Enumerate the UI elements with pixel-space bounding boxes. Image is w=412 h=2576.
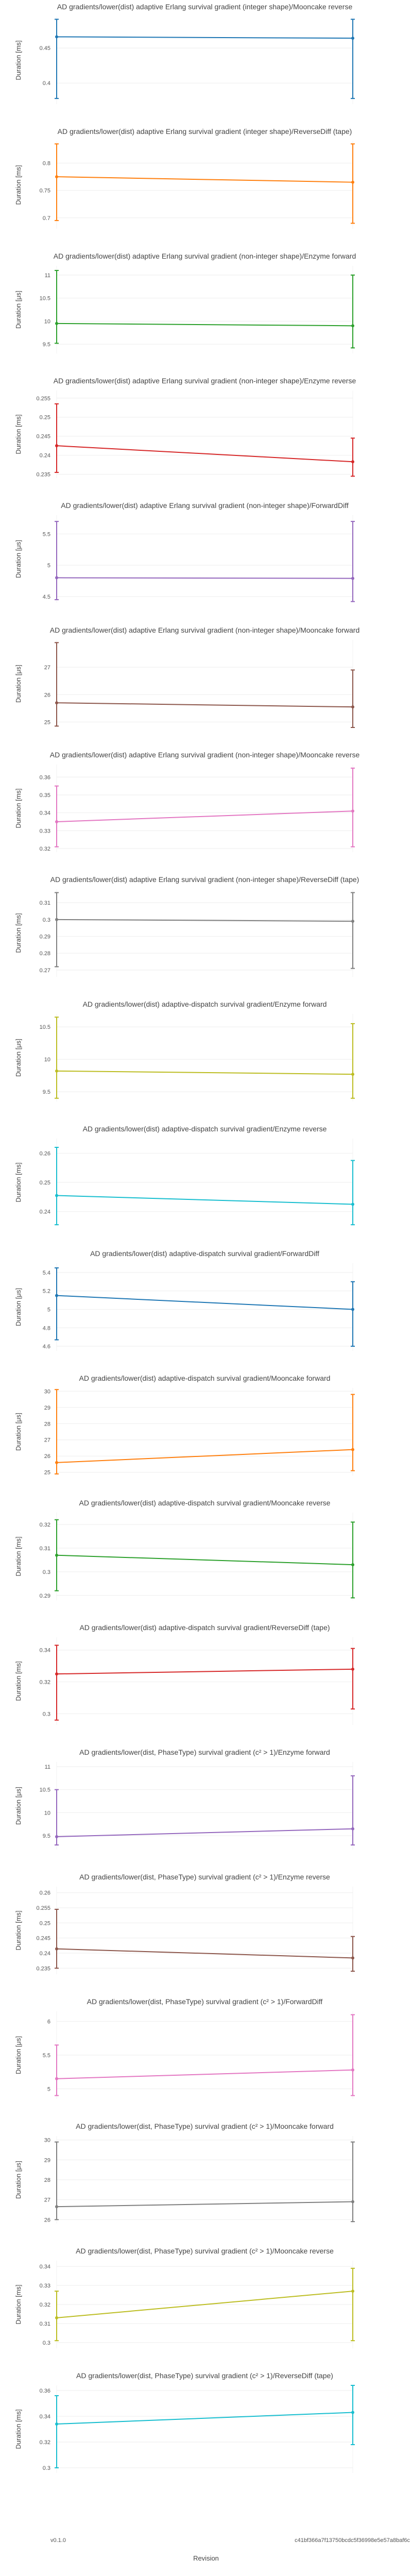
x-tick-label-first: v0.1.0 xyxy=(50,2537,66,2544)
y-tick-label: 5.5 xyxy=(42,531,50,538)
y-tick-label: 28 xyxy=(44,1421,50,1428)
y-tick-label: 0.32 xyxy=(39,2302,50,2308)
y-tick-label: 0.28 xyxy=(39,951,50,957)
y-axis-label: Duration [μs] xyxy=(14,291,22,329)
data-point xyxy=(351,2069,354,2072)
y-tick-label: 0.33 xyxy=(39,828,50,835)
data-point xyxy=(351,1203,354,1206)
y-tick-label: 0.25 xyxy=(39,1920,50,1927)
data-point xyxy=(351,2200,354,2204)
chart-title: AD gradients/lower(dist) adaptive Erlang survival gradient (non-integer shape)/Mooncake forward xyxy=(49,626,360,634)
series-line xyxy=(57,1949,353,1958)
y-tick-label: 0.26 xyxy=(39,1150,50,1157)
y-tick-label: 0.7 xyxy=(42,215,50,222)
y-axis-label: Duration [μs] xyxy=(14,540,22,578)
data-point xyxy=(55,2205,58,2208)
data-point xyxy=(351,460,354,463)
y-tick-label: 9.5 xyxy=(42,1833,50,1840)
data-point xyxy=(351,705,354,708)
data-point xyxy=(351,809,354,812)
y-axis-label: Duration [μs] xyxy=(14,1787,22,1825)
data-point xyxy=(55,701,58,704)
series-line xyxy=(57,37,353,38)
y-tick-label: 0.25 xyxy=(39,414,50,421)
data-point xyxy=(55,1554,58,1557)
y-tick-label: 4.6 xyxy=(42,1344,50,1350)
y-tick-label: 0.3 xyxy=(42,1711,50,1718)
y-axis-label: Duration [ms] xyxy=(14,1910,22,1951)
y-tick-label: 29 xyxy=(44,2157,50,2164)
y-tick-label: 0.24 xyxy=(39,1950,50,1957)
y-tick-label: 0.45 xyxy=(39,45,50,52)
y-axis-label: Duration [ms] xyxy=(14,414,22,454)
y-tick-label: 0.25 xyxy=(39,1180,50,1186)
y-tick-label: 0.36 xyxy=(39,2388,50,2394)
data-point xyxy=(55,35,58,38)
y-tick-label: 5 xyxy=(47,2086,50,2093)
chart-title: AD gradients/lower(dist) adaptive Erlang survival gradient (non-integer shape)/Enzyme forward xyxy=(53,252,356,260)
y-tick-label: 5.4 xyxy=(42,1269,50,1276)
y-axis-label: Duration [μs] xyxy=(14,2161,22,2199)
data-point xyxy=(55,1672,58,1675)
y-axis-label: Duration [ms] xyxy=(14,1661,22,1701)
y-tick-label: 0.4 xyxy=(42,80,50,87)
data-point xyxy=(55,820,58,823)
y-tick-label: 0.3 xyxy=(42,2340,50,2346)
y-tick-label: 9.5 xyxy=(42,1089,50,1096)
y-tick-label: 10.5 xyxy=(39,295,50,302)
series-line xyxy=(57,1669,353,1674)
y-tick-label: 0.34 xyxy=(39,2264,50,2270)
series-line xyxy=(57,2413,353,2425)
chart-title: AD gradients/lower(dist, PhaseType) survival gradient (c² > 1)/ReverseDiff (tape) xyxy=(76,2371,333,2380)
y-tick-label: 0.29 xyxy=(39,1592,50,1599)
y-tick-label: 5 xyxy=(47,563,50,569)
data-point xyxy=(55,918,58,921)
y-axis-label: Duration [μs] xyxy=(14,2036,22,2074)
y-tick-label: 0.235 xyxy=(36,1965,50,1972)
series-line xyxy=(57,324,353,326)
y-axis-label: Duration [μs] xyxy=(14,665,22,703)
y-tick-label: 29 xyxy=(44,1404,50,1411)
data-point xyxy=(55,1947,58,1951)
data-point xyxy=(351,37,354,40)
y-tick-label: 0.33 xyxy=(39,2283,50,2290)
y-tick-label: 28 xyxy=(44,2177,50,2183)
series-line xyxy=(57,1071,353,1074)
chart-title: AD gradients/lower(dist) adaptive Erlang survival gradient (non-integer shape)/ForwardDiff xyxy=(61,501,349,510)
chart-title: AD gradients/lower(dist) adaptive Erlang survival gradient (integer shape)/Mooncake reverse xyxy=(57,3,353,11)
y-tick-label: 0.255 xyxy=(36,1905,50,1912)
y-tick-label: 0.32 xyxy=(39,846,50,853)
data-point xyxy=(55,444,58,447)
chart-title: AD gradients/lower(dist) adaptive-dispatch survival gradient/ForwardDiff xyxy=(90,1249,319,1258)
y-tick-label: 10.5 xyxy=(39,1024,50,1031)
data-point xyxy=(55,322,58,325)
data-point xyxy=(351,1073,354,1076)
y-tick-label: 9.5 xyxy=(42,342,50,348)
y-tick-label: 0.36 xyxy=(39,774,50,781)
y-axis-label: Duration [ms] xyxy=(14,2409,22,2449)
y-tick-label: 4.5 xyxy=(42,594,50,600)
data-point xyxy=(55,1194,58,1197)
y-tick-label: 10.5 xyxy=(39,1787,50,1793)
y-axis-label: Duration [ms] xyxy=(14,2284,22,2325)
y-tick-label: 6 xyxy=(47,2019,50,2025)
series-line xyxy=(57,1555,353,1565)
data-point xyxy=(351,1668,354,1671)
series-line xyxy=(57,1196,353,1205)
y-axis-label: Duration [μs] xyxy=(14,1039,22,1077)
data-point xyxy=(55,2422,58,2426)
y-tick-label: 27 xyxy=(44,665,50,671)
y-tick-label: 0.245 xyxy=(36,1935,50,1942)
y-tick-label: 0.32 xyxy=(39,1679,50,1686)
y-tick-label: 5.5 xyxy=(42,2053,50,2059)
y-tick-label: 26 xyxy=(44,1453,50,1460)
y-axis-label: Duration [ms] xyxy=(14,1536,22,1577)
series-line xyxy=(57,703,353,707)
y-tick-label: 4.8 xyxy=(42,1325,50,1332)
chart-title: AD gradients/lower(dist) adaptive-dispatch survival gradient/Mooncake reverse xyxy=(79,1499,331,1507)
data-point xyxy=(55,1461,58,1464)
y-tick-label: 11 xyxy=(44,272,50,279)
y-tick-label: 0.35 xyxy=(39,792,50,799)
y-tick-label: 10 xyxy=(44,1057,50,1063)
y-tick-label: 0.34 xyxy=(39,1647,50,1654)
data-point xyxy=(351,181,354,184)
chart-title: AD gradients/lower(dist, PhaseType) survival gradient (c² > 1)/Mooncake forward xyxy=(76,2122,334,2130)
y-axis-label: Duration [ms] xyxy=(14,40,22,80)
y-tick-label: 26 xyxy=(44,2217,50,2224)
x-axis-label: Revision xyxy=(193,2554,219,2562)
y-tick-label: 0.26 xyxy=(39,1890,50,1896)
chart-title: AD gradients/lower(dist) adaptive-dispatch survival gradient/Enzyme reverse xyxy=(82,1125,327,1133)
data-point xyxy=(351,2290,354,2293)
y-axis-label: Duration [μs] xyxy=(14,1413,22,1451)
y-tick-label: 27 xyxy=(44,2197,50,2204)
y-tick-label: 25 xyxy=(44,1469,50,1476)
y-tick-label: 25 xyxy=(44,719,50,726)
series-line xyxy=(57,2202,353,2207)
chart-title: AD gradients/lower(dist, PhaseType) survival gradient (c² > 1)/Mooncake reverse xyxy=(76,2247,334,2255)
chart-title: AD gradients/lower(dist) adaptive-dispatch survival gradient/Enzyme forward xyxy=(82,1000,327,1008)
y-axis-label: Duration [ms] xyxy=(14,165,22,205)
y-tick-label: 26 xyxy=(44,692,50,699)
chart-title: AD gradients/lower(dist) adaptive-dispatch survival gradient/ReverseDiff (tape) xyxy=(79,1623,330,1632)
y-tick-label: 0.255 xyxy=(36,395,50,402)
data-point xyxy=(55,2316,58,2319)
chart-title: AD gradients/lower(dist) adaptive Erlang survival gradient (non-integer shape)/Enzyme reverse xyxy=(53,377,356,385)
data-point xyxy=(351,1827,354,1831)
series-line xyxy=(57,177,353,182)
y-tick-label: 0.29 xyxy=(39,934,50,940)
y-tick-label: 30 xyxy=(44,2137,50,2144)
chart-title: AD gradients/lower(dist, PhaseType) survival gradient (c² > 1)/Enzyme forward xyxy=(79,1748,330,1756)
data-point xyxy=(55,1294,58,1297)
y-tick-label: 10 xyxy=(44,1810,50,1817)
y-axis-label: Duration [μs] xyxy=(14,1288,22,1326)
y-tick-label: 11 xyxy=(44,1764,50,1770)
y-tick-label: 0.8 xyxy=(42,160,50,167)
y-tick-label: 0.32 xyxy=(39,1521,50,1528)
y-axis-label: Duration [ms] xyxy=(14,913,22,953)
chart-title: AD gradients/lower(dist) adaptive Erlang survival gradient (non-integer shape)/Mooncake reverse xyxy=(49,751,360,759)
data-point xyxy=(351,577,354,580)
data-point xyxy=(351,920,354,923)
y-tick-label: 0.235 xyxy=(36,471,50,478)
y-tick-label: 0.3 xyxy=(42,917,50,923)
chart-title: AD gradients/lower(dist) adaptive-dispatch survival gradient/Mooncake forward xyxy=(79,1374,331,1382)
data-point xyxy=(351,2411,354,2414)
data-point xyxy=(55,2077,58,2080)
y-tick-label: 10 xyxy=(44,318,50,325)
y-tick-label: 0.31 xyxy=(39,1545,50,1552)
data-point xyxy=(351,1956,354,1959)
y-tick-label: 0.34 xyxy=(39,810,50,817)
data-point xyxy=(55,1835,58,1838)
y-tick-label: 0.24 xyxy=(39,452,50,459)
y-tick-label: 0.32 xyxy=(39,2439,50,2446)
y-tick-label: 0.31 xyxy=(39,2320,50,2327)
y-tick-label: 0.3 xyxy=(42,2465,50,2471)
y-tick-label: 27 xyxy=(44,1437,50,1444)
y-tick-label: 0.24 xyxy=(39,1209,50,1215)
series-line xyxy=(57,446,353,462)
y-tick-label: 0.245 xyxy=(36,433,50,440)
y-tick-label: 0.31 xyxy=(39,900,50,907)
chart-title: AD gradients/lower(dist) adaptive Erlang survival gradient (integer shape)/ReverseDiff (tape) xyxy=(57,127,352,135)
y-tick-label: 30 xyxy=(44,1388,50,1395)
data-point xyxy=(55,175,58,178)
data-point xyxy=(351,1563,354,1566)
chart-title: AD gradients/lower(dist) adaptive Erlang survival gradient (non-integer shape)/ReverseDiff (tape) xyxy=(50,875,359,884)
data-point xyxy=(351,1308,354,1311)
data-point xyxy=(55,1070,58,1073)
y-tick-label: 0.34 xyxy=(39,2414,50,2420)
chart-title: AD gradients/lower(dist, PhaseType) survival gradient (c² > 1)/Enzyme reverse xyxy=(79,1873,330,1881)
series-line xyxy=(57,2070,353,2079)
data-point xyxy=(55,576,58,579)
y-axis-label: Duration [ms] xyxy=(14,1162,22,1202)
y-tick-label: 0.27 xyxy=(39,967,50,974)
data-point xyxy=(351,324,354,327)
data-point xyxy=(351,1448,354,1451)
chart-title: AD gradients/lower(dist, PhaseType) survival gradient (c² > 1)/ForwardDiff xyxy=(87,1997,323,2006)
y-axis-label: Duration [ms] xyxy=(14,788,22,828)
series-line xyxy=(57,1296,353,1310)
y-tick-label: 5.2 xyxy=(42,1288,50,1295)
y-tick-label: 0.75 xyxy=(39,188,50,194)
y-tick-label: 5 xyxy=(47,1307,50,1313)
y-tick-label: 0.3 xyxy=(42,1569,50,1575)
x-tick-label-last: c41bf366a7f13750bcdc5f36998e5e57a8baf6c xyxy=(295,2537,410,2544)
